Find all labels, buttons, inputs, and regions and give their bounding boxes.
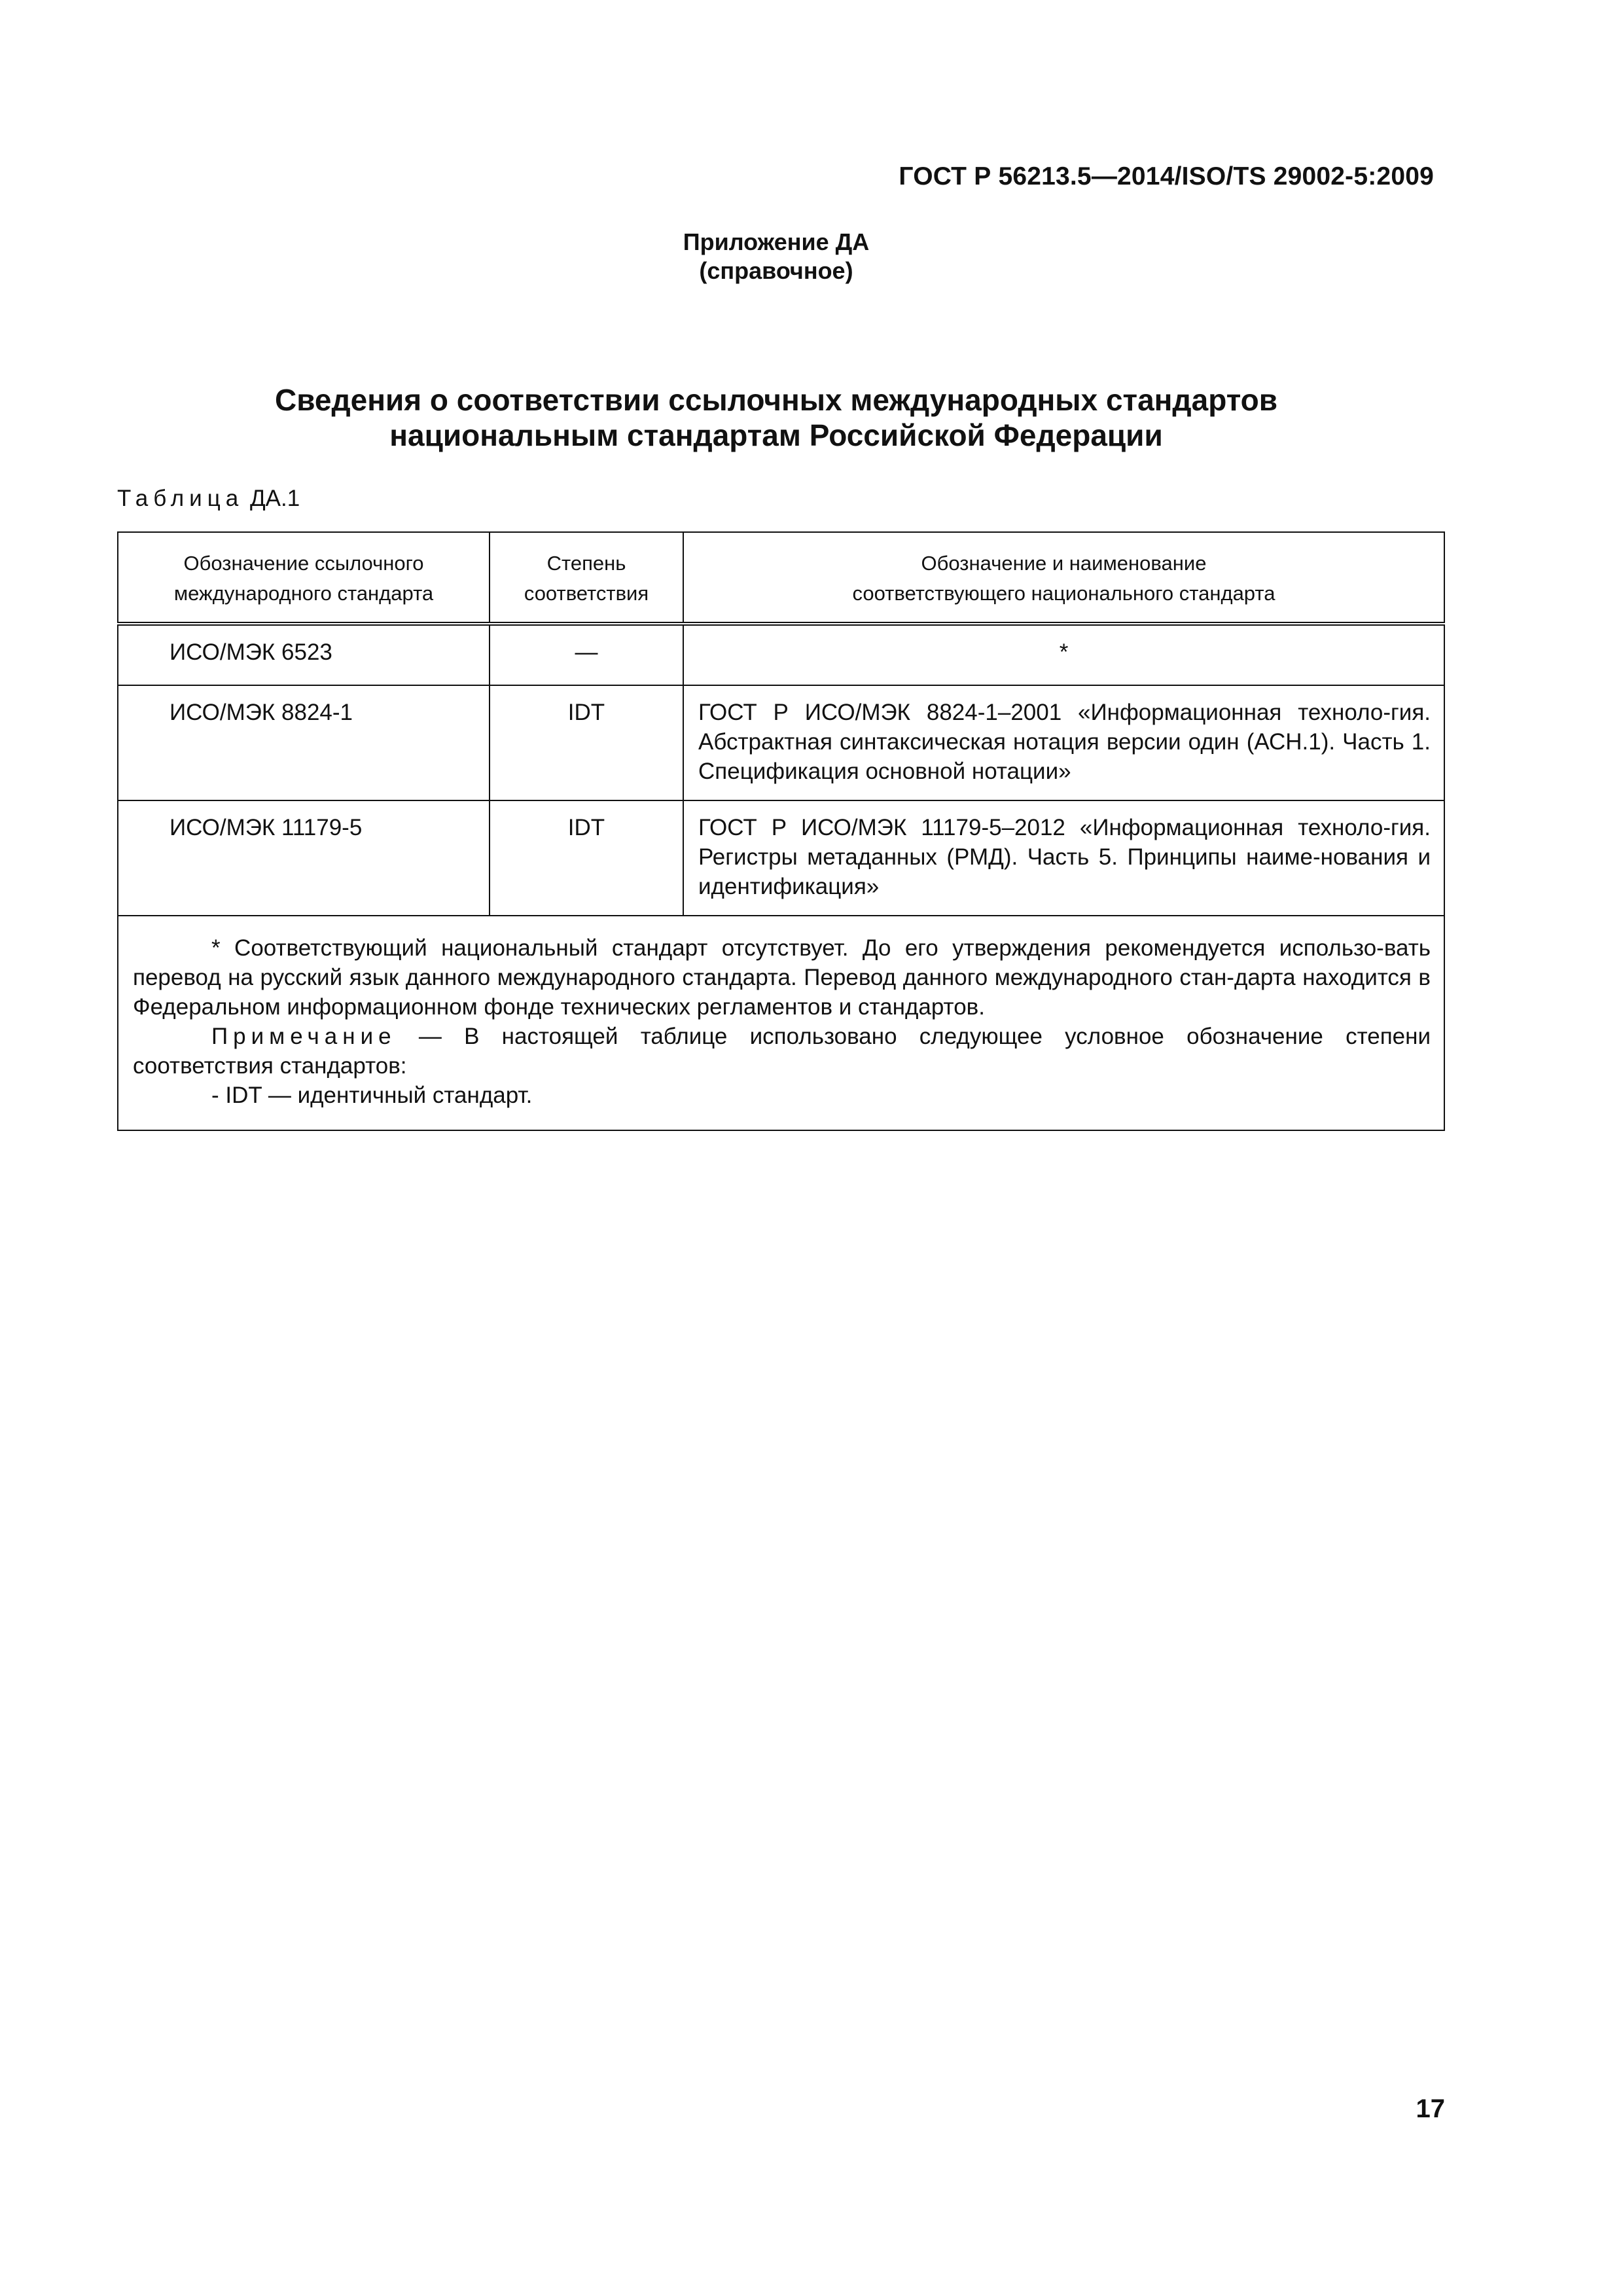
cell-national: ГОСТ Р ИСО/МЭК 11179-5–2012 «Информационная техноло-гия. Регистры метаданных (РМД). Часть 5. Принципы наиме-нования и идентификация» bbox=[683, 800, 1444, 916]
cell-reference: ИСО/МЭК 11179-5 bbox=[118, 800, 490, 916]
header-text: Степень bbox=[546, 552, 626, 575]
cell-degree: IDT bbox=[490, 800, 683, 916]
header-reference-standard bbox=[118, 532, 490, 624]
note-item: - IDT — идентичный стандарт. bbox=[211, 1083, 533, 1108]
annex-label: Приложение ДА bbox=[683, 228, 870, 255]
header-text: соответствующего национального стандарта bbox=[852, 582, 1275, 605]
header-degree bbox=[490, 532, 683, 624]
header-text: Обозначение ссылочного bbox=[183, 552, 424, 575]
table-header-row bbox=[118, 532, 1444, 624]
note-label: Примечание bbox=[211, 1024, 397, 1049]
header-text: международного стандарта bbox=[173, 582, 434, 605]
table-row bbox=[118, 624, 1444, 685]
header-national-standard bbox=[683, 532, 1444, 624]
section-title bbox=[0, 382, 1552, 453]
cell-reference: ИСО/МЭК 6523 bbox=[118, 624, 490, 685]
table-caption-id: ДА.1 bbox=[249, 486, 300, 511]
note bbox=[133, 1022, 1431, 1081]
table-row bbox=[118, 685, 1444, 800]
cell-national: * bbox=[683, 624, 1444, 685]
annex-type: (справочное) bbox=[699, 257, 853, 284]
cell-degree: — bbox=[490, 624, 683, 685]
annex-heading bbox=[0, 228, 1552, 285]
note-text: — В настоящей таблице использовано следующее условное обозначение степени соответствия стандартов: bbox=[133, 1024, 1431, 1079]
table-caption bbox=[117, 486, 300, 512]
notes-cell bbox=[118, 916, 1444, 1130]
cell-national: ГОСТ Р ИСО/МЭК 8824-1–2001 «Информационная техноло-гия. Абстрактная синтаксическая нотация версии один (АСН.1). Часть 1. Спецификация основной нотации» bbox=[683, 685, 1444, 800]
footnote: * Соответствующий национальный стандарт отсутствует. До его утверждения рекомендуется использо-вать перевод на русский язык данного международного стандарта. Перевод данного международного стан-дарта находится в Федеральном информационном фонде технических регламентов и стандартов. bbox=[133, 935, 1431, 1020]
title-line-1: Сведения о соответствии ссылочных международных стандартов bbox=[274, 383, 1278, 417]
cell-degree: IDT bbox=[490, 685, 683, 800]
header-text: соответствия bbox=[524, 582, 649, 605]
title-line-2: национальным стандартам Российской Федерации bbox=[389, 418, 1163, 452]
table-row bbox=[118, 800, 1444, 916]
cell-reference: ИСО/МЭК 8824-1 bbox=[118, 685, 490, 800]
table-caption-word: Таблица bbox=[117, 486, 244, 511]
correspondence-table bbox=[117, 531, 1445, 1131]
header-text: Обозначение и наименование bbox=[921, 552, 1207, 575]
document-code: ГОСТ Р 56213.5—2014/ISO/TS 29002-5:2009 bbox=[899, 162, 1434, 190]
table-notes-row bbox=[118, 916, 1444, 1130]
page-number: 17 bbox=[1416, 2094, 1445, 2123]
